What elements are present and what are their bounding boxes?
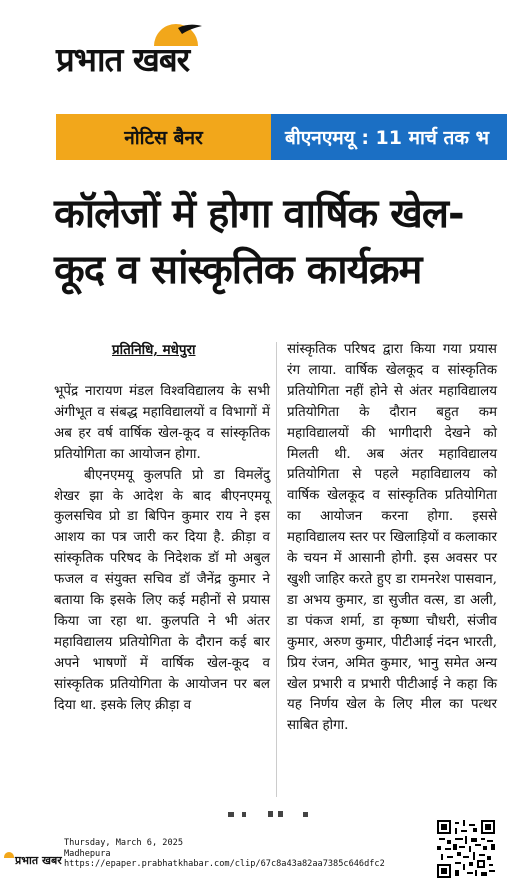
logo-wordmark: प्रभात खबर [56, 40, 190, 79]
banner-label [56, 114, 271, 160]
headline-line-2: कूद व सांस्कृतिक कार्यक्रम [54, 247, 422, 293]
clip-metadata [64, 838, 385, 870]
paragraph: सांस्कृतिक परिषद द्वारा किया गया प्रयास रंग लाया. वार्षिक खेलकूद व सांस्कृतिक प्रतियोगिता नहीं होने से अंतर महाविद्यालय प्रतियोगिता के दौरान बहुत कम महाविद्यालयों की भागीदारी देखने को मिलती थी. अब अंतर महाविद्यालय प्रतियोगिता से पहले महाविद्यालय को वार्षिक खेलकूद व सांस्कृतिक प्रतियोगिता का आयोजन करना होगा. इससे महाविद्यालय स्तर पर खिलाड़ियों व कलाकार के चयन में आसानी होगी. इस अवसर पर खुशी जाहिर करते हुए डा रामनरेश पासवान, डा अभय कुमार, डा सुजीत वत्स, डा अली, डा पंकज शर्मा, डा कृष्णा चौधरी, संजीव कुमार, अरुण कुमार, पीटीआई नंदन भारती, प्रिय रंजन, अमित कुमार, भानु समेत अन्य खेल प्रभारी व प्रभारी पीटीआई ने कहा कि यह निर्णय खेल के लिए मील का पत्थर साबित होगा. [287, 342, 497, 734]
byline: प्रतिनिधि, मधेपुरा [112, 342, 196, 358]
masthead [0, 0, 507, 100]
paragraph: बीएनएमयू कुलपति प्रो डा विमलेंदु शेखर झा के आदेश के बाद बीएनएमयू कुलसचिव प्रो डा बिपिन कुमार राय ने इस आशय का पत्र जारी कर दिया है. क्रीड़ा व सांस्कृतिक परिषद के निदेशक डॉ मो अबुल फजल व संयुक्त सचिव डॉ जैनेंद्र कुमार ने बताया कि इसके लिए कई महीनों से प्रयास किया जा रहा था. कुलपति ने भी अंतर महाविद्यालय प्रतियोगिता के दौरान कई बार अपने भाषणों में वार्षिक खेल-कूद व सांस्कृतिक प्रतियोगिता के आयोजन पर बल दिया था. इसके लिए क्रीड़ा व [54, 467, 270, 713]
column-divider [276, 342, 277, 797]
sun-icon [4, 852, 14, 858]
clipped-text-fragment [228, 810, 328, 820]
qr-code-icon[interactable] [437, 820, 495, 878]
clip-location: Madhepura [64, 848, 111, 859]
clip-footer [0, 810, 507, 884]
paragraph: भूपेंद्र नारायण मंडल विश्वविद्यालय के सभी अंगीभूत व संबद्ध महाविद्यालयों व विभागों में अब हर वर्ष वार्षिक खेल-कूद व सांस्कृतिक प्रतियोगिता का आयोजन होगा. [54, 384, 270, 462]
clip-url[interactable]: https://epaper.prabhatkhabar.com/clip/67c8a43a82aa7385c646dfc2 [64, 859, 385, 869]
footer-logo-text: प्रभात खबर [15, 854, 62, 867]
notice-banner [56, 114, 507, 160]
headline-line-1: कॉलेजों में होगा वार्षिक खेल- [54, 191, 464, 237]
article-column-left [54, 382, 270, 717]
article-headline [54, 186, 504, 298]
banner-ticker [271, 114, 507, 160]
footer-logo [4, 852, 62, 868]
banner-ticker-text: बीएनएमयू : 11 मार्च तक भ [285, 127, 489, 149]
article-column-right [287, 340, 497, 737]
clip-date: Thursday, March 6, 2025 [64, 838, 183, 848]
banner-label-text: नोटिस बैनर [124, 127, 203, 149]
